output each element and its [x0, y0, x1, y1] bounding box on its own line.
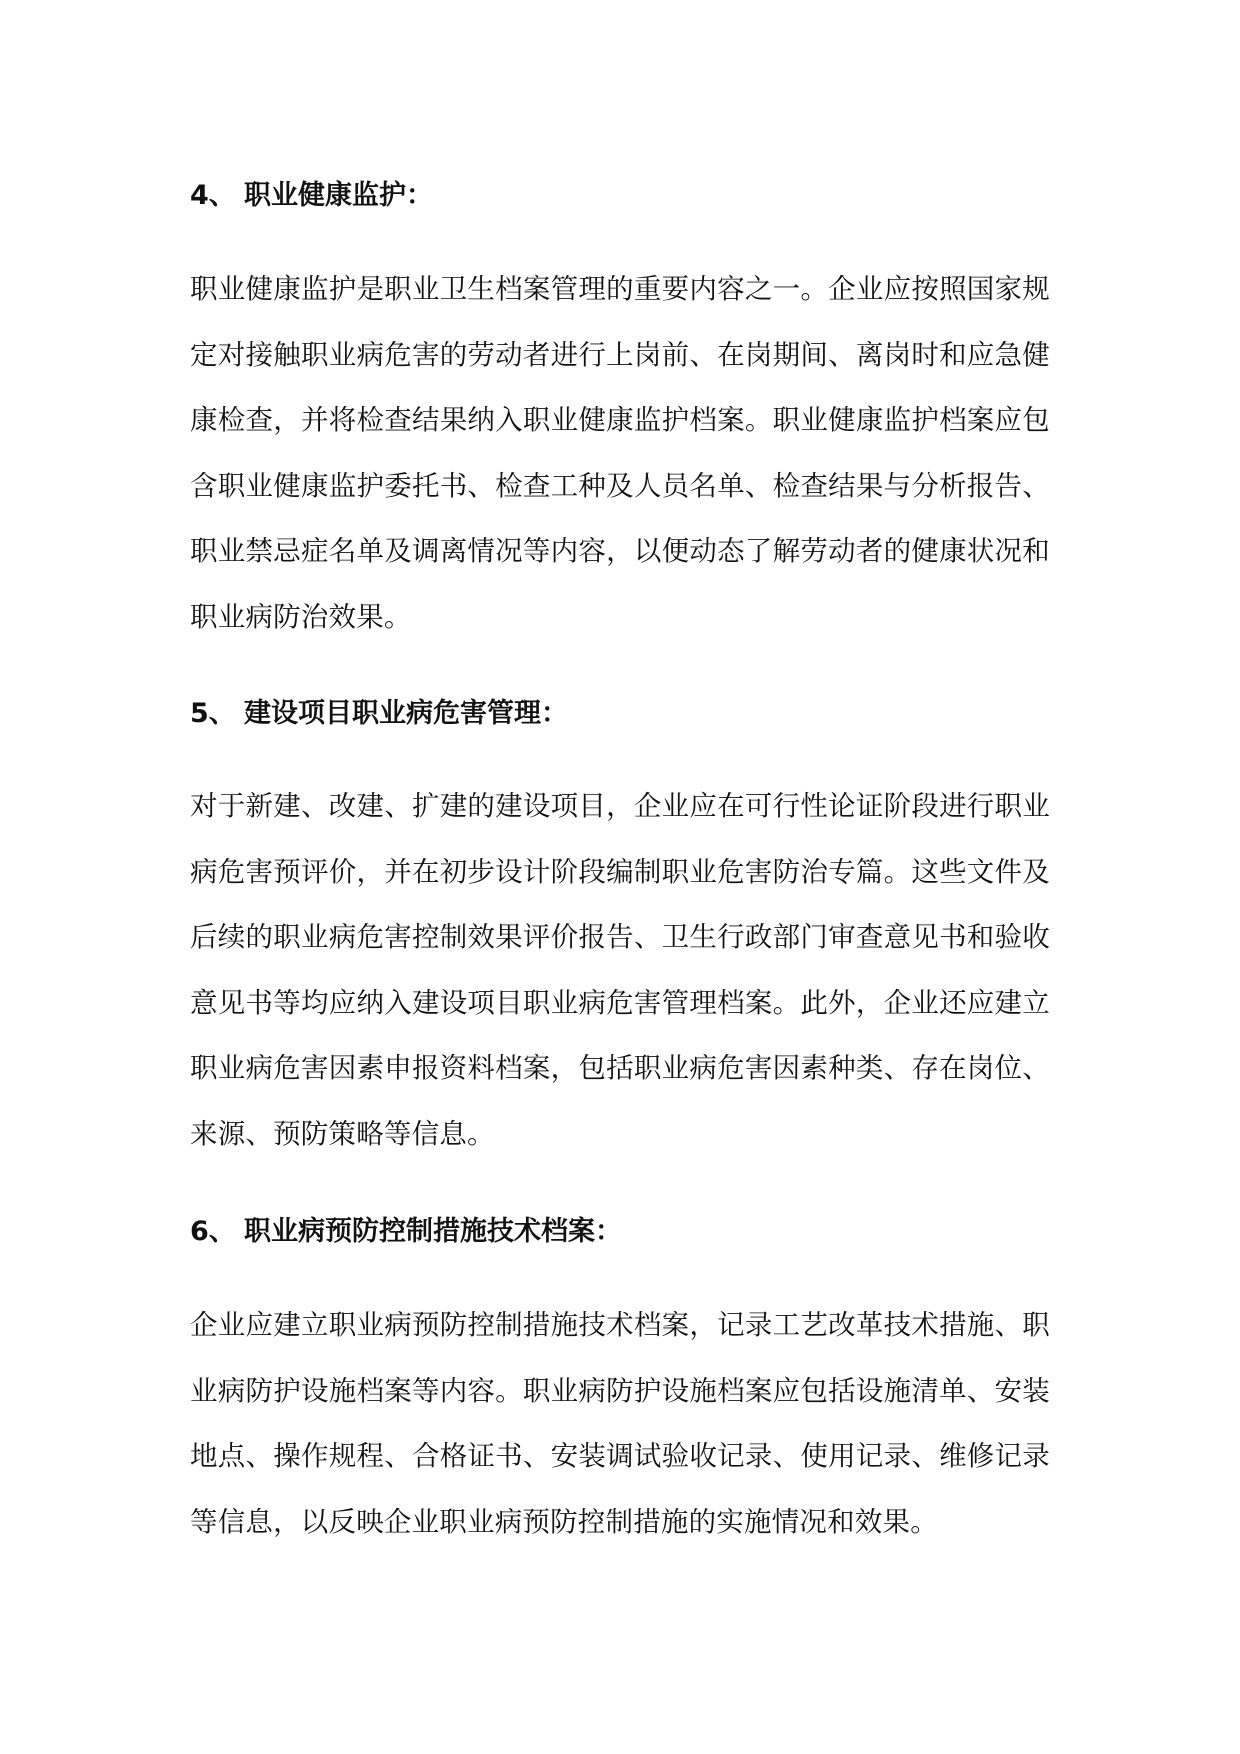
section-body-5: 对于新建、改建、扩建的建设项目，企业应在可行性论证阶段进行职业病危害预评价，并在初步设计阶段编制职业危害防治专篇。这些文件及后续的职业病危害控制效果评价报告、卫生行政部门审查意见书和验收意见书等均应纳入建设项目职业病危害管理档案。此外，企业还应建立职业病危害因素申报资料档案，包括职业病危害因素种类、存在岗位、来源、预防策略等信息。	[190, 790, 1050, 1150]
section-title: 建设项目职业病危害管理：	[244, 698, 568, 729]
section-title: 职业健康监护：	[244, 180, 433, 211]
section-number: 6、	[190, 1216, 236, 1247]
section-heading-4	[190, 176, 1050, 216]
section-heading-6	[190, 1212, 1050, 1252]
document-page	[190, 0, 1050, 1754]
section-title: 职业病预防控制措施技术档案：	[244, 1216, 622, 1247]
section-body-4: 职业健康监护是职业卫生档案管理的重要内容之一。企业应按照国家规定对接触职业病危害的劳动者进行上岗前、在岗期间、离岗时和应急健康检查，并将检查结果纳入职业健康监护档案。职业健康监护档案应包含职业健康监护委托书、检查工种及人员名单、检查结果与分析报告、职业禁忌症名单及调离情况等内容，以便动态了解劳动者的健康状况和职业病防治效果。	[190, 273, 1050, 633]
section-number: 5、	[190, 698, 236, 729]
section-number: 4、	[190, 180, 236, 211]
section-heading-5	[190, 694, 1050, 734]
section-body-6: 企业应建立职业病预防控制措施技术档案，记录工艺改革技术措施、职业病防护设施档案等内容。职业病防护设施档案应包括设施清单、安装地点、操作规程、合格证书、安装调试验收记录、使用记录、维修记录等信息，以反映企业职业病预防控制措施的实施情况和效果。	[190, 1309, 1050, 1538]
